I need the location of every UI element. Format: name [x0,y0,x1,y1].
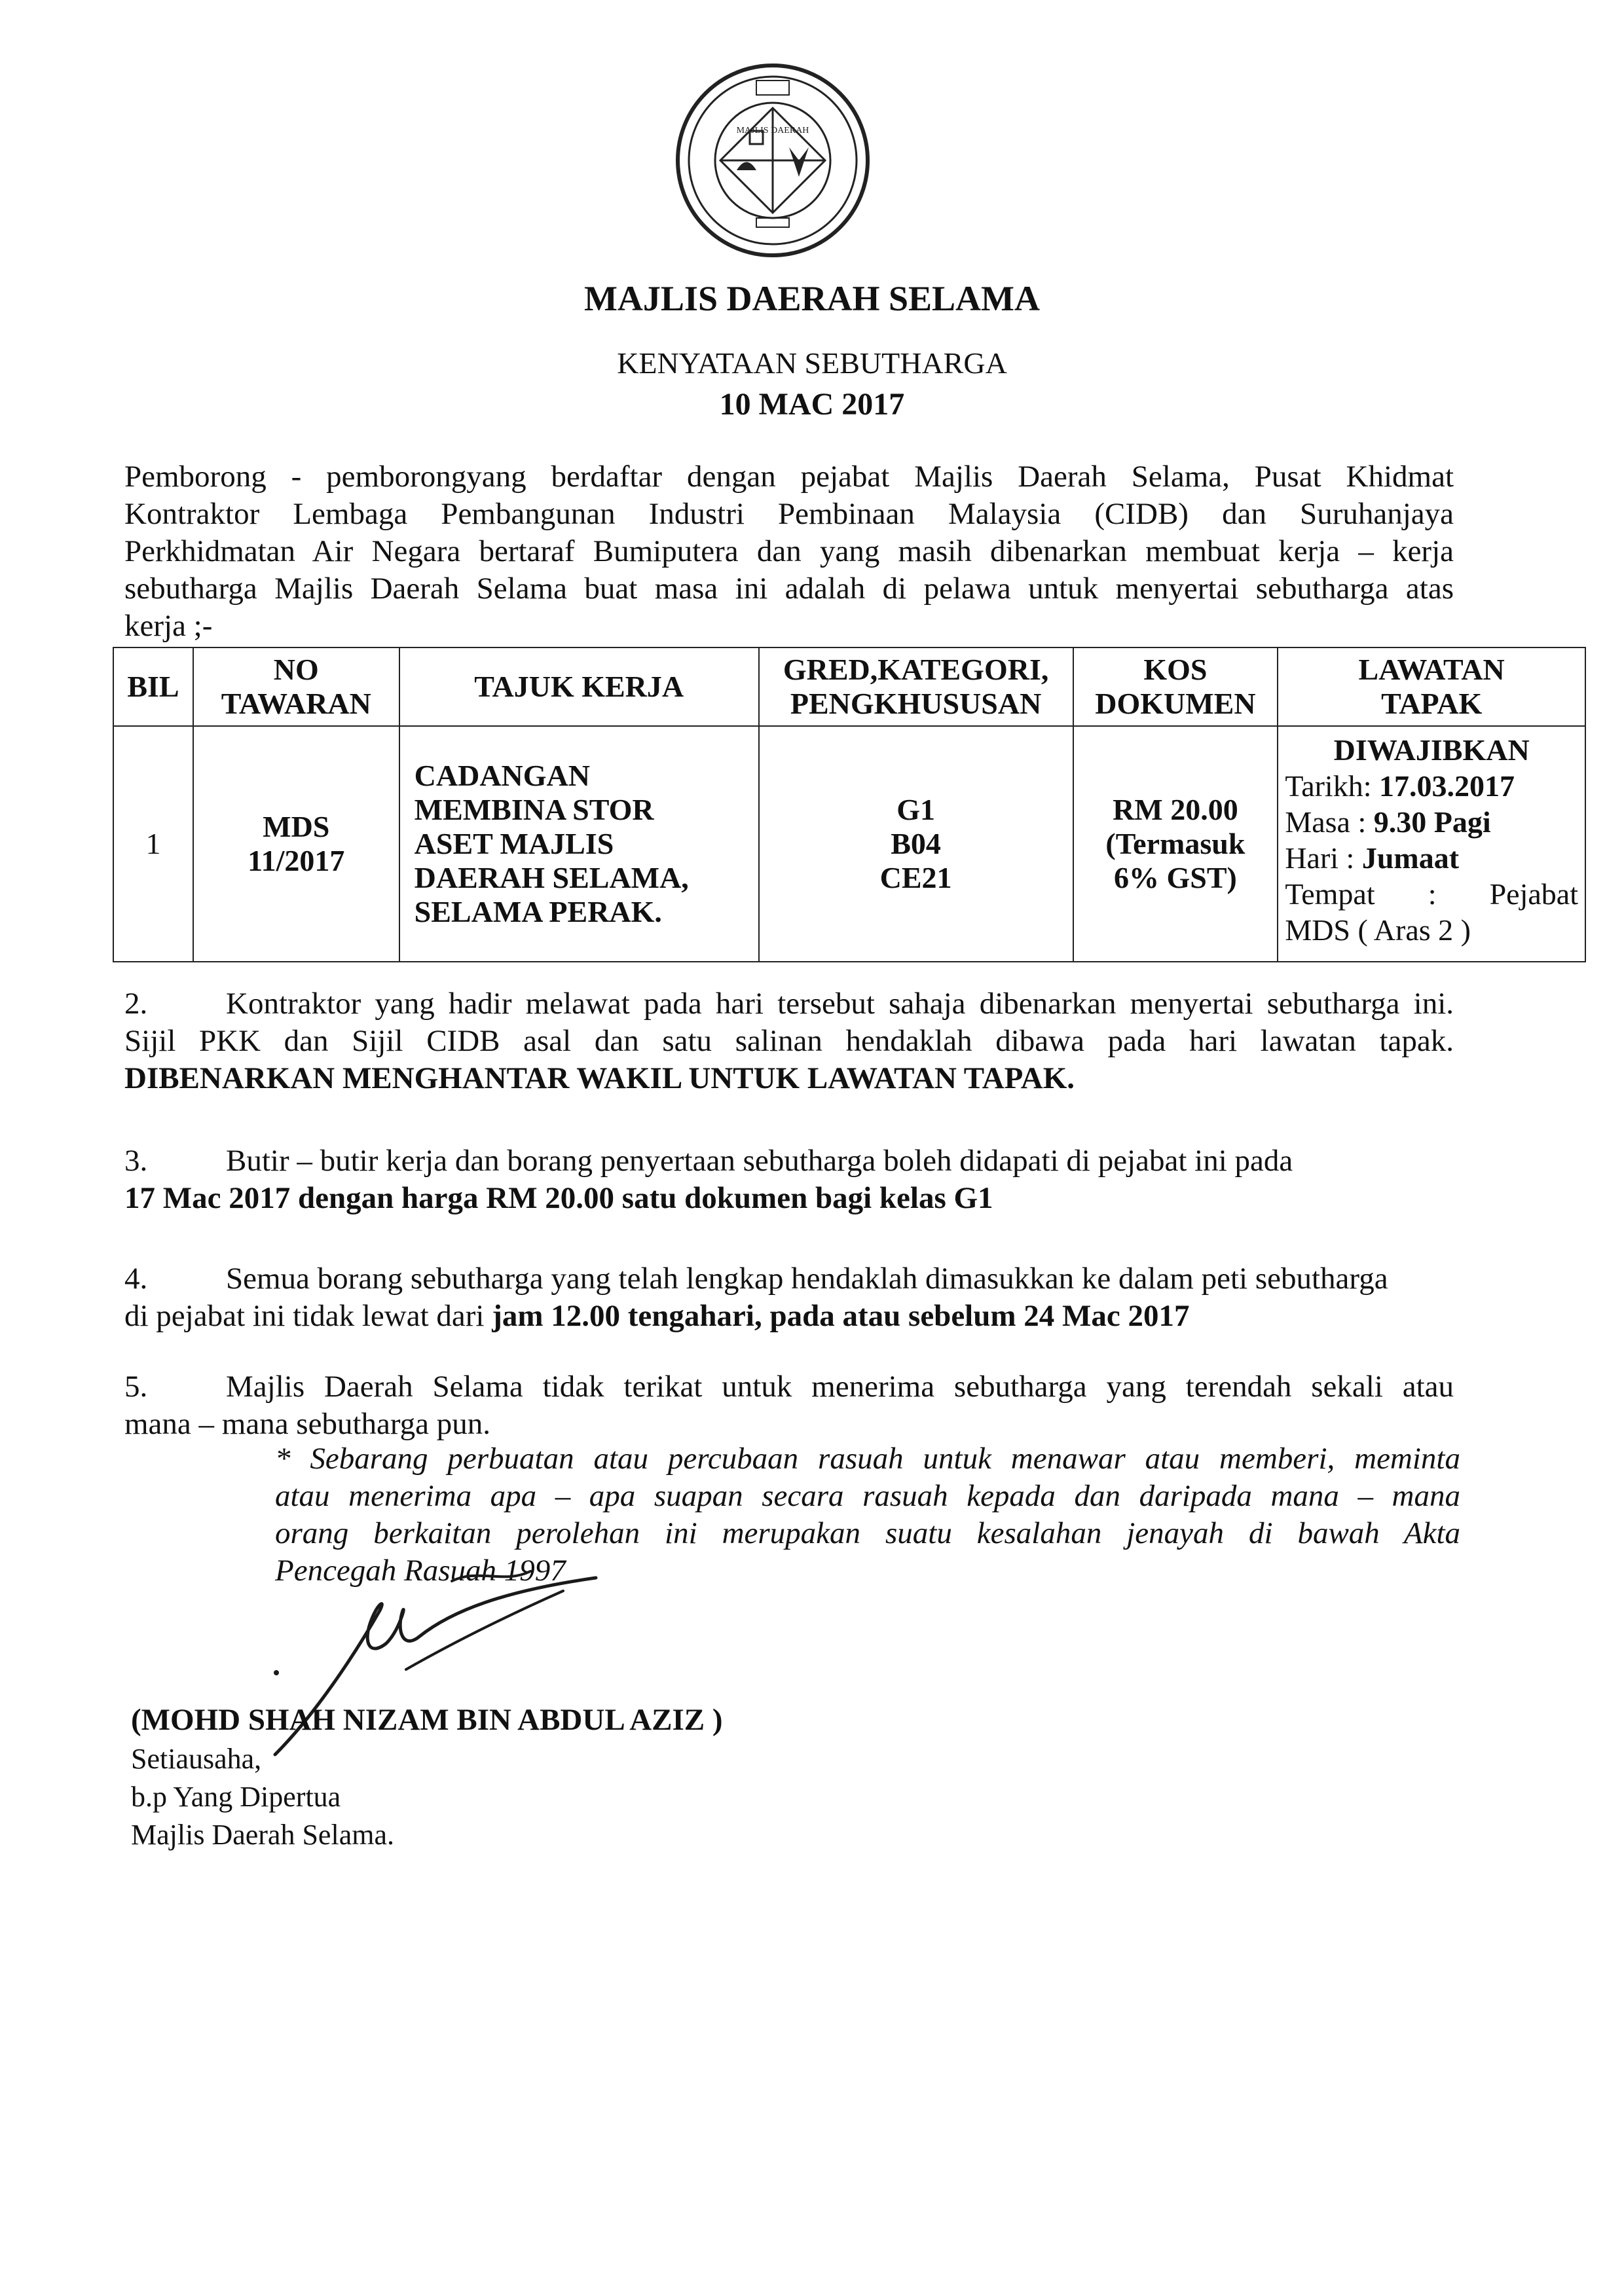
cell-lawatan-tapak [1278,726,1585,962]
paragraph-5 [124,1368,1454,1443]
paragraph-line: 17 Mac 2017 dengan harga RM 20.00 satu dokumen bagi kelas G1 [124,1181,993,1215]
visit-time: Masa : 9.30 Pagi [1285,805,1491,839]
intro-paragraph [124,458,1454,645]
visit-day: Hari : Jumaat [1285,841,1460,875]
notice-type: KENYATAAN SEBUTHARGA [617,346,1007,380]
cell-bil: 1 [113,726,193,962]
paragraph-line: Sijil PKK dan Sijil CIDB asal dan satu salinan hendaklah dibawa pada hari lawatan tapak. [124,1024,1454,1058]
cell-no-tawaran: MDS 11/2017 [193,726,399,962]
intro-line: Pemborong - pemborongyang berdaftar dengan pejabat Majlis Daerah Selama, Pusat Khidmat [124,460,1454,494]
council-seal-icon [674,62,871,259]
note-line: Pencegah Rasuah 1997 [275,1554,566,1588]
paragraph-line: di pejabat ini tidak lewat dari jam 12.00 tengahari, pada atau sebelum 24 Mac 2017 [124,1299,1190,1333]
paragraph-3 [124,1142,1454,1217]
table-row [113,726,1585,962]
cell-tajuk-kerja: CADANGAN MEMBINA STOR ASET MAJLIS DAERAH SELAMA, SELAMA PERAK. [399,726,759,962]
tender-table [113,647,1586,962]
paragraph-line: 3. Butir – butir kerja dan borang penyertaan sebutharga boleh didapati di pejabat ini pada [124,1144,1293,1178]
paragraph-line: 4. Semua borang sebutharga yang telah lengkap hendaklah dimasukkan ke dalam peti sebutharga [124,1262,1388,1296]
organization-title: MAJLIS DAERAH SELAMA [583,279,1041,318]
paragraph-line: mana – mana sebutharga pun. [124,1407,491,1441]
header-lawatan-tapak: LAWATAN TAPAK [1278,647,1585,726]
signatory-title-line: Majlis Daerah Selama. [131,1819,394,1851]
intro-line: Kontraktor Lembaga Pembangunan Industri Pembinaan Malaysia (CIDB) dan Suruhanjaya [124,497,1454,531]
paragraph-2 [124,985,1454,1097]
paragraph-4 [124,1260,1454,1335]
signatory-title-line: Setiausaha, [131,1743,262,1775]
paragraph-line: 5. Majlis Daerah Selama tidak terikat untuk menerima sebutharga yang terendah sekali atau [124,1370,1454,1404]
header-tajuk-kerja: TAJUK KERJA [399,647,759,726]
visit-date: Tarikh: 17.03.2017 [1285,769,1515,803]
header-bil: BIL [113,647,193,726]
header-kos-dokumen: KOS DOKUMEN [1073,647,1278,726]
visit-place-line2: MDS ( Aras 2 ) [1285,913,1471,947]
table-header-row [113,647,1585,726]
cell-kos-dokumen: RM 20.00 (Termasuk 6% GST) [1073,726,1278,962]
intro-line: Perkhidmatan Air Negara bertaraf Bumiputera dan yang masih dibenarkan membuat kerja – kerja [124,534,1454,568]
note-line: orang berkaitan perolehan ini merupakan suatu kesalahan jenayah di bawah Akta [275,1516,1460,1550]
paragraph-line: DIBENARKAN MENGHANTAR WAKIL UNTUK LAWATAN TAPAK. [124,1061,1075,1095]
paragraph-line: 2. Kontraktor yang hadir melawat pada hari tersebut sahaja dibenarkan menyertai sebutharga ini. [124,987,1454,1021]
visit-place: Tempat : Pejabat [1285,877,1578,911]
signatory-title-line: b.p Yang Dipertua [131,1781,341,1813]
intro-line: kerja ;- [124,609,213,643]
header-gred: GRED,KATEGORI, PENGKHUSUSAN [759,647,1073,726]
note-line: atau menerima apa – apa suapan secara rasuah kepada dan daripada mana – mana [275,1479,1460,1513]
header-no-tawaran: NO TAWARAN [193,647,399,726]
signatory-title [131,1740,394,1854]
cell-gred: G1 B04 CE21 [759,726,1073,962]
visit-status: DIWAJIBKAN [1333,733,1530,767]
notice-date: 10 MAC 2017 [719,387,905,422]
intro-line: sebutharga Majlis Daerah Selama buat masa ini adalah di pelawa untuk menyertai sebutharga atas [124,572,1454,606]
svg-text:MAJLIS DAERAH: MAJLIS DAERAH [736,126,809,136]
note-line: * Sebarang perbuatan atau percubaan rasuah untuk menawar atau memberi, meminta [275,1442,1460,1476]
signatory-name: (MOHD SHAH NIZAM BIN ABDUL AZIZ ) [131,1703,723,1737]
